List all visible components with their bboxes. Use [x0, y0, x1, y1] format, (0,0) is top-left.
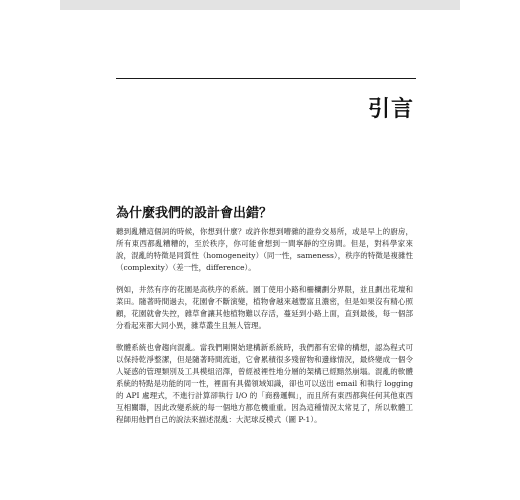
- previous-page-edge: [60, 0, 460, 10]
- body-text: [116, 226, 413, 436]
- paragraph-2: 例如，井然有序的花園是高秩序的系統。園丁使用小路和柵欄劃分界限，並且劃出花壇和菜田。隨著時間過去，花園會不斷演變，植物會越來越豐富且濃密，但是如果沒有精心照顧，花園就會失控，雜草會讓其他植物難以存活，蔓延到小路上面，直到最後，每一個部分看起來都大同小異，雜草叢生且無人管理。: [116, 285, 413, 330]
- chapter-title: 引言: [367, 97, 414, 122]
- section-heading: 為什麼我們的設計會出錯？: [116, 206, 273, 221]
- chapter-divider: [116, 78, 416, 79]
- paragraph-1: 聽到亂糟這個詞的時候，你想到什麼？或許你想到嘈雜的證券交易所，或是早上的廚房，所有東西都亂糟糟的，至於秩序，你可能會想到一間寧靜的空房間。但是，對科學家來說，混亂的特徵是同質性（homogeneity）（同一性，sameness），秩序的特徵是複雜性（complexity）（差一性，difference）。: [116, 227, 413, 272]
- paragraph-3: 軟體系統也會趨向混亂。當我們剛開始建構新系統時，我們都有宏偉的構想，認為程式可以保持乾淨整潔，但是隨著時間流逝，它會累積很多殘留物和邊緣情況，最終變成一個令人疑惑的管理類別及工具模組沼澤，曾經被裡性地分層的架構已經黯然崩塌。混亂的軟體系統的特點是功能的同一性，裡面有具備領域知識，卻也可以送出 email 和執行 logging 的 API 處理式，不進行計算卻執行 I/O 的「商務邏輯」，而且所有東西都與任何其他東西互相關聯，因此改變系統的每一個地方都危機重重。因為這種情況太常見了，所以軟體工程師用他們自己的說法來描述混亂：大泥球反模式（圖 P-1）。: [116, 343, 413, 424]
